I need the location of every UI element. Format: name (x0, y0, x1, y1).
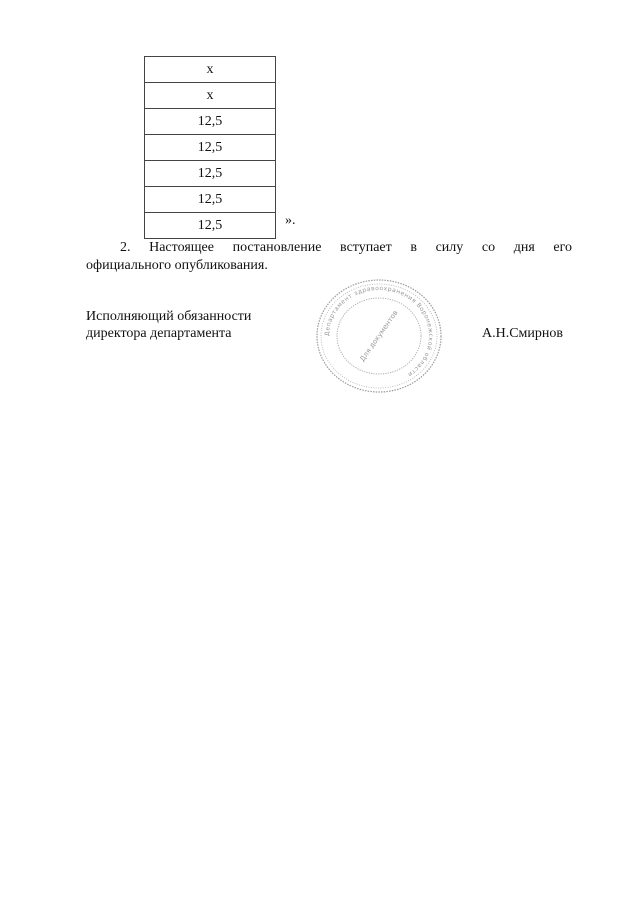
official-seal-stamp (314, 278, 444, 394)
effective-date-paragraph (86, 239, 572, 275)
table-row (145, 135, 276, 161)
table-cell: 12,5 (145, 109, 276, 135)
table-row (145, 57, 276, 83)
table-cell: 12,5 (145, 213, 276, 239)
seal-inner-text: Для документов (358, 308, 400, 364)
closing-quote: ». (285, 213, 296, 228)
position-line: директора департамента (86, 326, 232, 341)
position-line: Исполняющий обязанности (86, 309, 252, 324)
signatory-name: А.Н.Смирнов (482, 326, 564, 341)
signatory-position (86, 308, 251, 342)
table-row (145, 187, 276, 213)
table-row (145, 161, 276, 187)
table-row (145, 109, 276, 135)
paragraph-line: официального опубликования. (86, 258, 268, 273)
table-cell: 12,5 (145, 135, 276, 161)
table-cell: х (145, 57, 276, 83)
seal-outer-text: Департамент здравоохранения Воронежской области (323, 284, 435, 379)
table-row (145, 213, 276, 239)
values-table (144, 56, 276, 239)
table-row (145, 83, 276, 109)
table-cell: 12,5 (145, 187, 276, 213)
paragraph-line: 2. Настоящее постановление вступает в силу со дня его (120, 240, 572, 255)
table-cell: 12,5 (145, 161, 276, 187)
table-cell: х (145, 83, 276, 109)
